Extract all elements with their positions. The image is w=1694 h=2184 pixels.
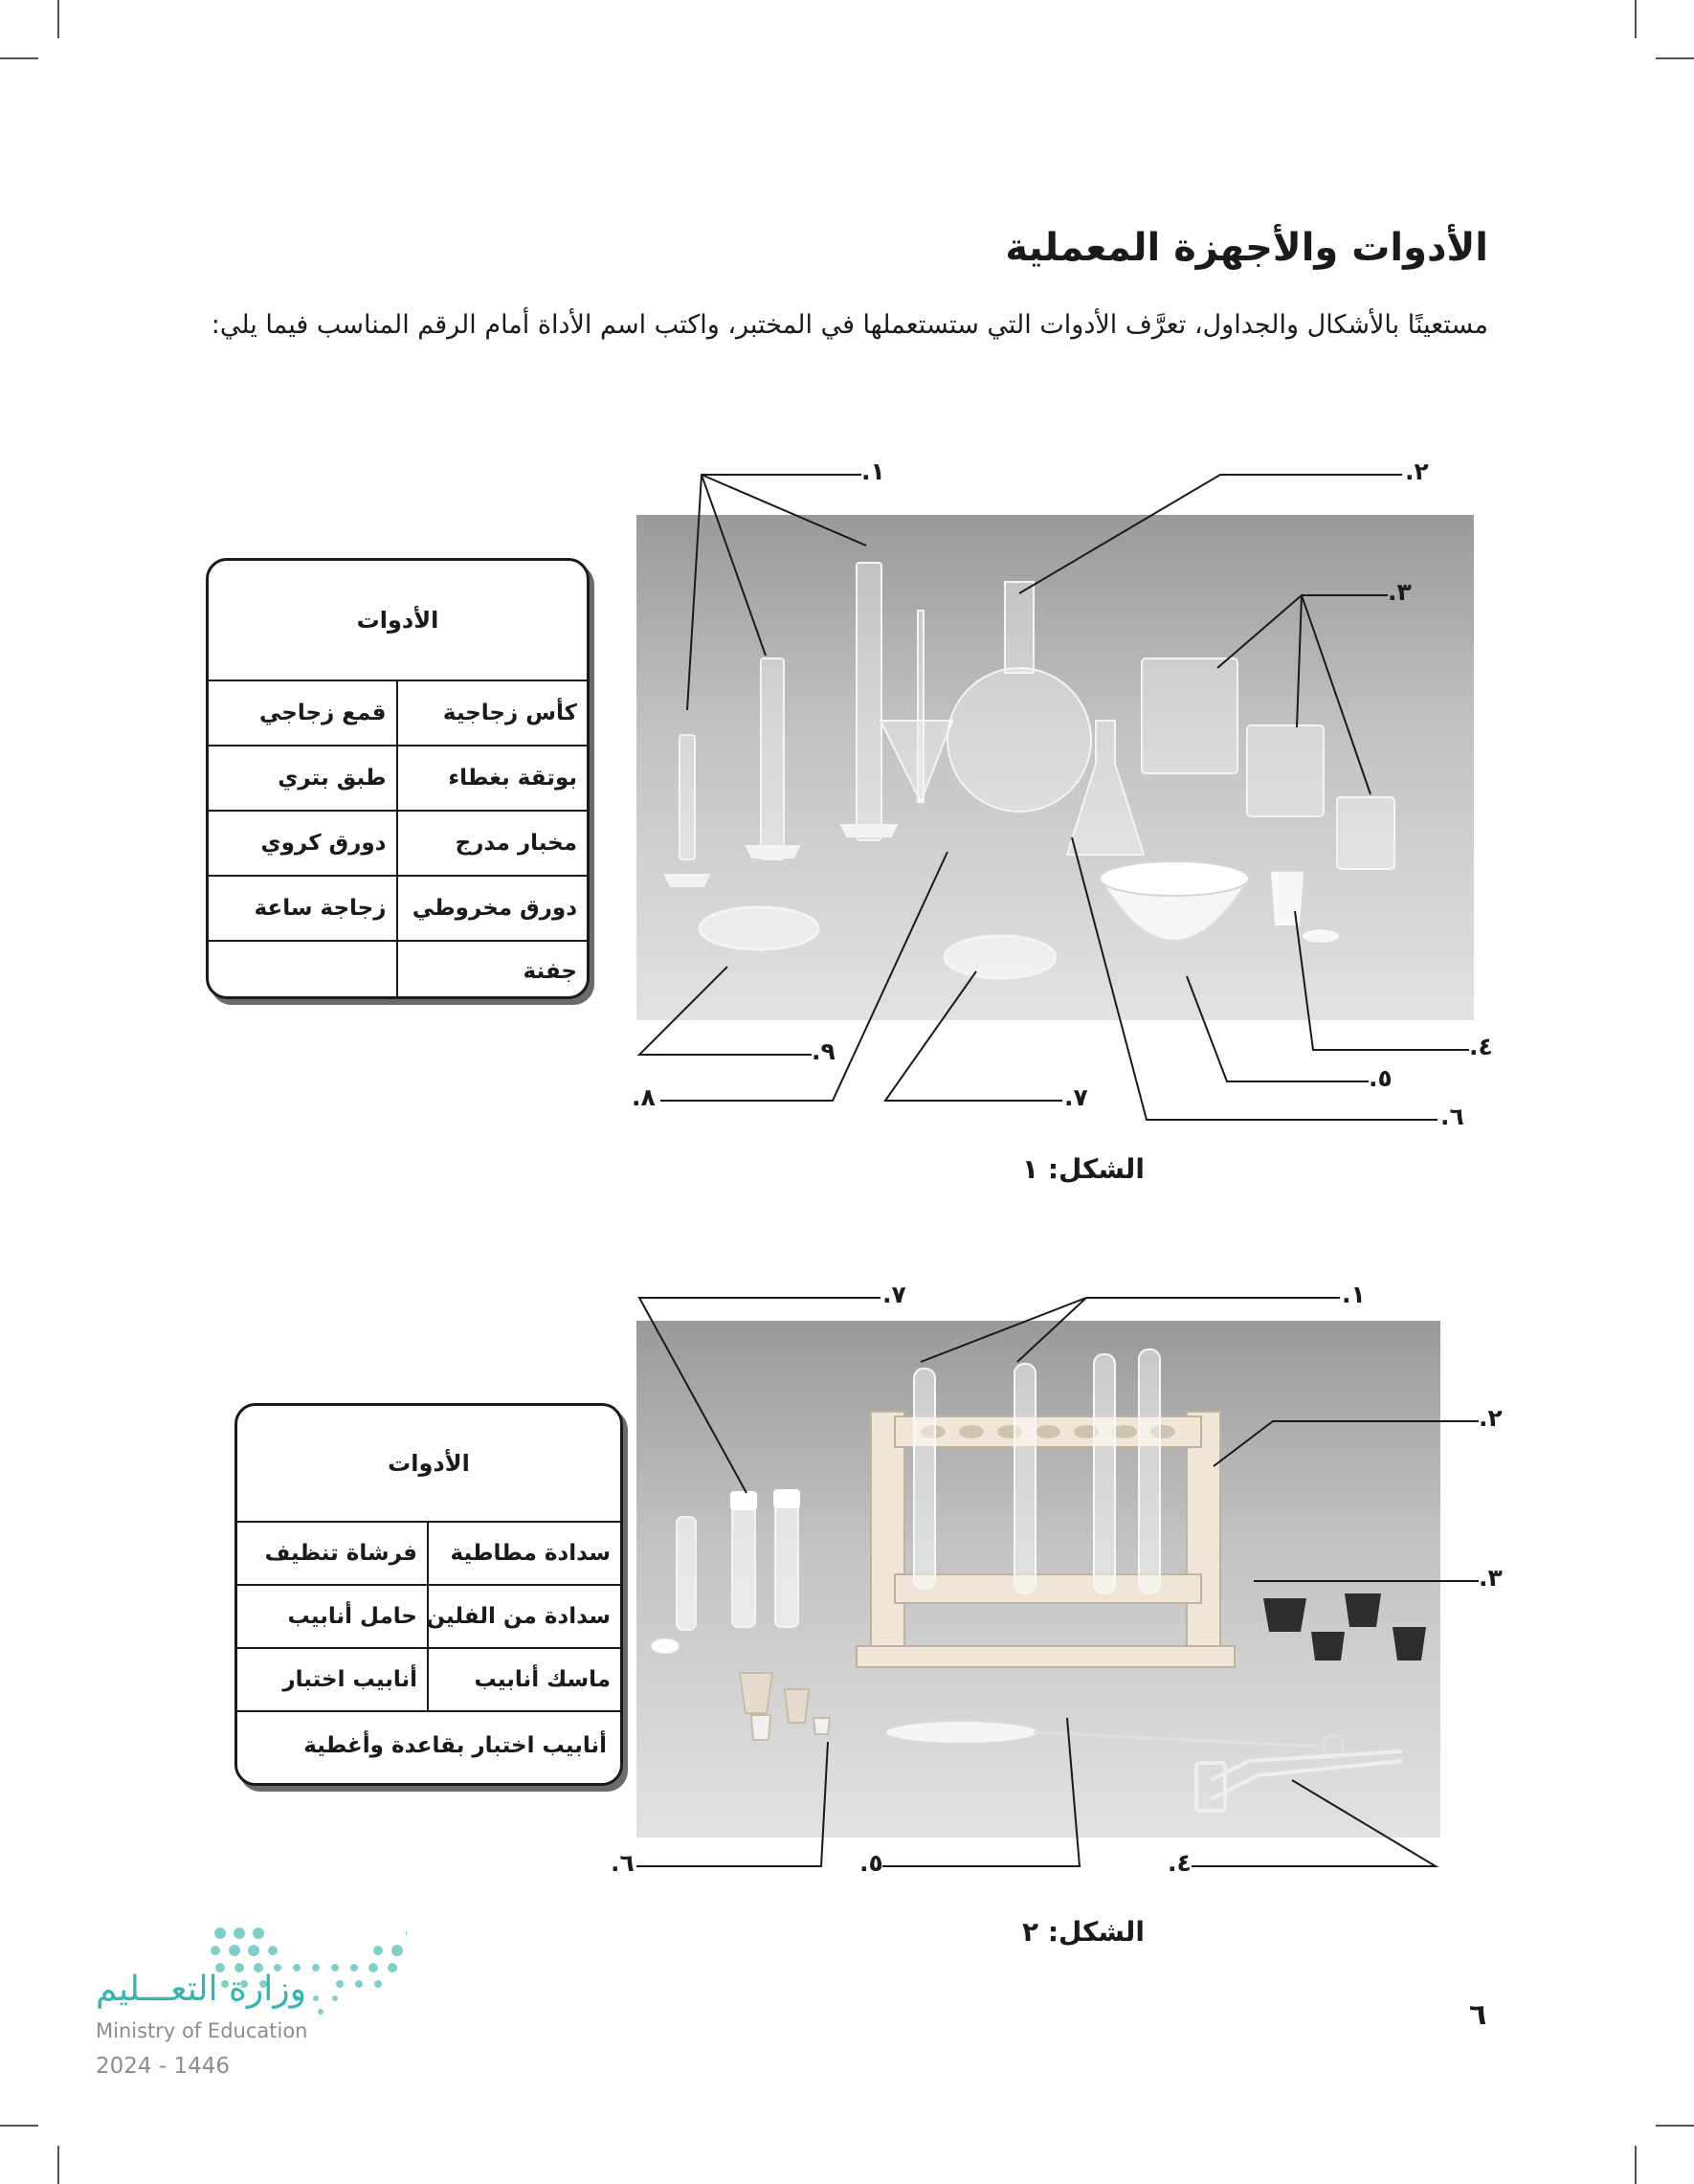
table-cell: حامل أنابيب — [237, 1586, 429, 1647]
table-row — [237, 1649, 620, 1712]
crop-mark — [1635, 0, 1637, 38]
table-cell: طبق بتري — [209, 747, 398, 810]
figure1-caption: الشكل: ١ — [1022, 1153, 1145, 1185]
small-cylinder — [680, 735, 695, 859]
table-row — [209, 812, 587, 877]
crucible — [1270, 871, 1304, 926]
table-cell: فرشاة تنظيف — [237, 1523, 429, 1584]
table-cell: بوتقة بغطاء — [448, 766, 577, 791]
table-row — [209, 942, 587, 999]
intro-text: مستعينًا بالأشكال والجداول، تعرَّف الأدوات التي ستستعملها في المختبر، واكتب اسم الأداة أمام الرقم المناسب فيما يلي: — [211, 310, 1488, 340]
crop-mark — [0, 2125, 38, 2127]
table-cell: سدادة من الفلين — [426, 1604, 611, 1629]
figure2-caption: الشكل: ٢ — [1022, 1916, 1145, 1948]
cork-stoppers — [740, 1673, 830, 1740]
table-cell: دورق مخروطي — [412, 896, 577, 921]
figure2-tools-table — [234, 1403, 623, 1786]
logo-english-text: Ministry of Education — [96, 2019, 308, 2042]
crop-mark — [57, 0, 59, 38]
figure1-photo — [636, 515, 1474, 1020]
round-flask — [947, 668, 1091, 812]
medium-cylinder — [761, 658, 784, 859]
figure2-equipment-illustration — [636, 1321, 1440, 1838]
table-row — [237, 1586, 620, 1649]
fig2-label-4: ٤. — [1168, 1849, 1192, 1877]
table-cell: سدادة مطاطية — [450, 1541, 611, 1566]
table-row — [209, 681, 587, 747]
medium-beaker — [1247, 725, 1324, 816]
tall-cylinder — [857, 563, 881, 840]
fig1-label-2: ٢. — [1405, 457, 1429, 485]
page-title: الأدوات والأجهزة المعملية — [1005, 226, 1488, 270]
logo-year-text: 2024 - 1446 — [96, 2054, 230, 2079]
table-row — [237, 1523, 620, 1586]
figure2-photo — [636, 1321, 1440, 1838]
table-cell: زجاجة ساعة — [209, 877, 398, 940]
fig2-label-1: ١. — [1342, 1281, 1366, 1308]
fig1-label-1: ١. — [861, 457, 885, 485]
rubber-stoppers — [1263, 1593, 1426, 1660]
figure1-glassware-illustration — [636, 515, 1474, 1020]
table-cell: مخبار مدرج — [455, 831, 577, 856]
table-cell: أنابيب اختبار بقاعدة وأغطية — [303, 1733, 607, 1758]
fig1-label-5: ٥. — [1369, 1064, 1393, 1092]
page-number: ٦ — [1469, 1998, 1487, 2032]
fig1-label-4: ٤. — [1469, 1033, 1493, 1060]
fig2-label-3: ٣. — [1479, 1564, 1503, 1592]
table-row — [209, 747, 587, 812]
fig1-label-3: ٣. — [1388, 578, 1412, 606]
table-cell: أنابيب اختبار — [237, 1649, 429, 1710]
table-cell: قمع زجاجي — [209, 681, 398, 745]
large-beaker — [1142, 658, 1237, 773]
table-cell: كأس زجاجية — [442, 701, 577, 725]
fig1-label-6: ٦. — [1440, 1103, 1464, 1130]
test-tubes — [914, 1349, 1160, 1593]
fig2-label-7: ٧. — [882, 1281, 906, 1308]
tools-table-header: الأدوات — [209, 561, 587, 681]
fig2-label-5: ٥. — [859, 1849, 883, 1877]
funnel — [880, 721, 952, 802]
crop-mark — [57, 2146, 59, 2184]
table-cell: ماسك أنابيب — [474, 1667, 611, 1692]
capped-tubes — [677, 1491, 798, 1630]
table-cell: دورق كروي — [209, 812, 398, 875]
crop-mark — [0, 57, 38, 59]
crucible-lid — [1302, 928, 1340, 944]
table-cell — [209, 942, 398, 999]
table-row — [209, 877, 587, 942]
crop-mark — [1635, 2146, 1637, 2184]
crop-mark — [1656, 2125, 1694, 2127]
petri-dish — [700, 907, 818, 949]
test-tube-holder — [1196, 1751, 1402, 1811]
fig1-label-7: ٧. — [1064, 1083, 1088, 1111]
fig1-label-8: ٨. — [632, 1083, 656, 1111]
crop-mark — [1656, 57, 1694, 59]
fig2-label-6: ٦. — [611, 1849, 635, 1877]
logo-arabic-text: وزارة التعـــليم — [96, 1970, 307, 2009]
small-beaker — [1337, 797, 1394, 869]
fig1-label-9: ٩. — [812, 1037, 836, 1065]
fig2-label-2: ٢. — [1479, 1404, 1503, 1432]
table-cell: جفنة — [523, 959, 577, 984]
tools-table-header: الأدوات — [237, 1406, 620, 1523]
watch-glass — [945, 936, 1056, 978]
cleaning-brush — [885, 1721, 1343, 1758]
table-row — [237, 1712, 620, 1779]
figure1-tools-table — [206, 558, 590, 999]
